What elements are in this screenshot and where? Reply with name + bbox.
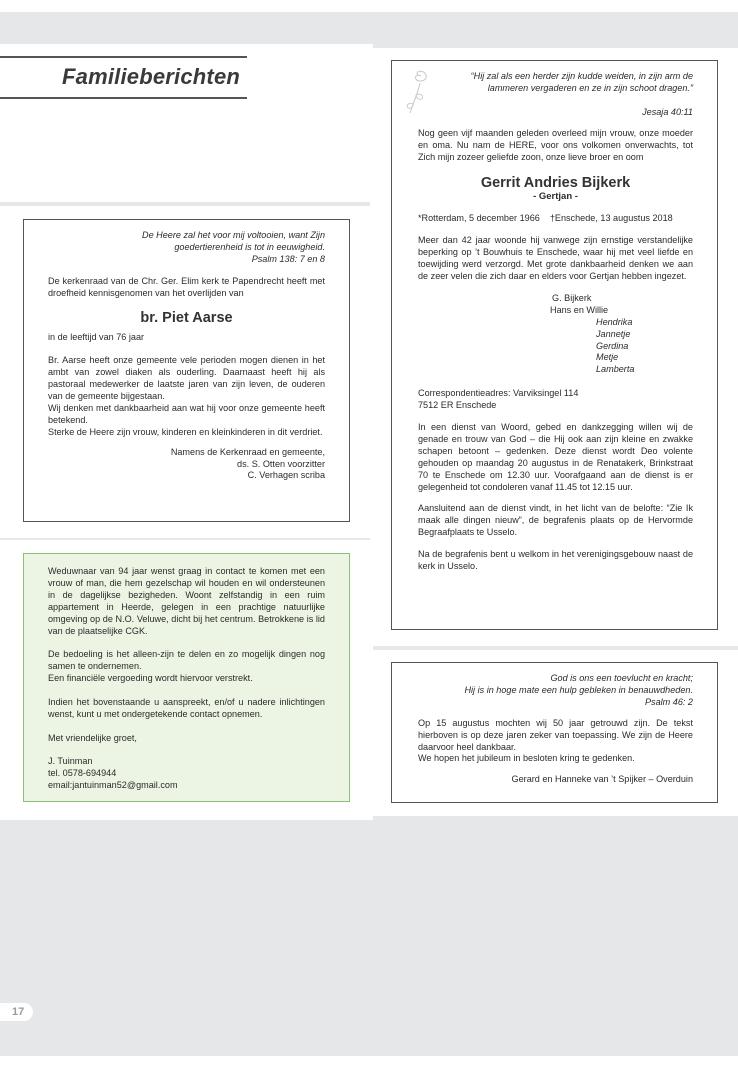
aarse-quote [48, 230, 325, 266]
rose-icon [404, 67, 434, 117]
bijkerk-service: In een dienst van Woord, gebed en dankzegging willen wij de genade en trouw van God – die Hij ook aan zijn kleine en zwakke schapen betoont – gedenken. Deze dienst wordt Deo volente gehouden op maandag 20 augustus in de Renatakerk, Brinkstraat 70 te Enschede om 12.30 uur. Voorafgaand aan de dienst is er gelegenheid tot condoleren vanaf 11.45 tot 12.15 uur. [418, 422, 693, 492]
bijkerk-family-member: Gerdina [596, 340, 629, 351]
bijkerk-after: Na de begrafenis bent u welkom in het verenigingsgebouw naast de kerk in Usselo. [418, 549, 693, 572]
anniversary-body: Op 15 augustus mochten wij 50 jaar getrouwd zijn. De tekst hierboven is op deze jaren zeker van toepassing. We zijn de Heere daarvoor heel dankbaar. [418, 717, 693, 752]
bijkerk-body: Meer dan 42 jaar woonde hij vanwege zijn ernstige verstandelijke beperking op ’t Bouwhuis te Enschede, waar hij met veel liefde en toewijding werd verzorgd. Met grote dankbaarheid denken we aan de zeer velen die zich daar en elders voor Gertjan hebben ingezet. [418, 235, 693, 281]
bijkerk-family-member: Hendrika [596, 316, 633, 327]
bijkerk-intro: Nog geen vijf maanden geleden overleed mijn vrouw, onze moeder en oma. Nu nam de HERE, voor ons volkomen onverwachts, tot Zich mijn zozeer geliefde zoon, onze lieve broer en oom [418, 127, 693, 162]
obituary-aarse [23, 219, 350, 522]
advert-contact-name: J. Tuinman [48, 756, 93, 767]
aarse-quote-line: De Heere zal het voor mij voltooien, want Zijn [142, 230, 325, 240]
anniversary-quote-reference: Psalm 46: 2 [644, 696, 693, 707]
aarse-signature-line: Namens de Kerkenraad en gemeente, [170, 446, 325, 457]
page-number: 17 [0, 1003, 33, 1021]
bijkerk-family-member: Hans en Willie [550, 304, 609, 315]
advert-greeting: Met vriendelijke groet, [48, 732, 137, 743]
aarse-quote-reference: Psalm 138: 7 en 8 [251, 253, 325, 264]
bijkerk-quote-line: lammeren vergaderen en ze in zijn schoot dragen.” [487, 82, 693, 93]
aarse-name: br. Piet Aarse [140, 309, 233, 326]
advert-paragraph: Weduwnaar van 94 jaar wenst graag in contact te komen met een vrouw of man, die hem gezelschap wil houden en wil ondersteunen in de dagelijkse bezigheden. Woont zelfstandig in een ruim appartement in Heerde, gelegen in een prachtige natuurlijke omgeving op de N.O. Veluwe, dicht bij het centrum. Betrokkene is lid van de plaatselijke CGK. [48, 566, 325, 636]
bijkerk-dates [418, 213, 693, 225]
bijkerk-family-member: Jannetje [596, 328, 631, 339]
bijkerk-address-line: 7512 ER Enschede [418, 400, 497, 411]
bijkerk-quote-reference: Jesaja 40:11 [642, 106, 693, 117]
advert-box [23, 553, 350, 802]
header-rule-top [0, 56, 247, 58]
bijkerk-born: *Rotterdam, 5 december 1966 [418, 213, 540, 224]
bijkerk-died: †Enschede, 13 augustus 2018 [549, 213, 673, 224]
page-title: Familieberichten [62, 64, 241, 89]
bijkerk-family-member: Lamberta [596, 364, 635, 375]
aarse-body-paragraph: Br. Aarse heeft onze gemeente vele perioden mogen dienen in het ambt van zowel diaken als ouderling. Daarnaast heeft hij als pastoraal medewerker de laatste jaren van zijn leven, de ouderen van de gemeente bijgestaan. [48, 355, 325, 402]
page-top-band [0, 12, 738, 44]
aarse-age: in de leeftijd van 76 jaar [48, 331, 145, 342]
bijkerk-family [418, 293, 693, 376]
aarse-intro: De kerkenraad van de Chr. Ger. Elim kerk te Papendrecht heeft met droefheid kennisgenomen van het overlijden van [48, 275, 325, 298]
anniversary-signature: Gerard en Hanneke van ’t Spijker – Overduin [511, 774, 693, 785]
aarse-signature [48, 447, 325, 483]
anniversary-quote-line: Hij is in hoge mate een hulp gebleken in benauwdheden. [464, 684, 693, 695]
aarse-body-paragraph: Sterke de Heere zijn vrouw, kinderen en kleinkinderen in dit verdriet. [48, 426, 323, 437]
bijkerk-address-line: Correspondentieadres: Varviksingel 114 [418, 388, 579, 399]
anniversary-body: We hopen het jubileum in besloten kring te gedenken. [418, 753, 635, 764]
aarse-signature-line: ds. S. Otten voorzitter [237, 458, 325, 469]
advert-paragraph: Indien het bovenstaande u aanspreekt, en/of u nadere inlichtingen wenst, kunt u met ondergetekende contact opnemen. [48, 696, 325, 719]
page-bottom-band [0, 820, 738, 1056]
aarse-quote-line: goedertierenheid is tot in eeuwigheid. [174, 241, 325, 252]
anniversary-quote-line: God is ons een toevlucht en kracht; [550, 673, 693, 683]
advert-paragraph: Een financiële vergoeding wordt hiervoor verstrekt. [48, 673, 253, 684]
aarse-body-paragraph: Wij denken met dankbaarheid aan wat hij voor onze gemeente heeft betekend. [48, 402, 325, 425]
anniversary-box [391, 662, 718, 803]
bijkerk-name: Gerrit Andries Bijkerk [480, 175, 631, 192]
bijkerk-quote [418, 71, 693, 119]
advert-contact-email[interactable]: email:jantuinman52@gmail.com [48, 780, 178, 791]
bijkerk-nickname: - Gertjan - [533, 191, 578, 203]
bijkerk-family-member: Metje [596, 352, 619, 363]
bijkerk-burial: Aansluitend aan de dienst vindt, in het licht van de belofte: “Zie Ik maak alle dingen nieuw”, de begrafenis plaats op de Hervormde Begraafplaats te Usselo. [418, 503, 693, 538]
anniversary-quote [418, 673, 693, 709]
advert-contact-phone: tel. 0578-694944 [48, 768, 117, 779]
advert-paragraph: De bedoeling is het alleen-zijn te delen en zo mogelijk dingen nog samen te ondernemen. [48, 649, 325, 672]
bijkerk-family-member: G. Bijkerk [552, 292, 592, 303]
header-rule-bottom [0, 97, 247, 99]
obituary-bijkerk [391, 60, 718, 630]
aarse-signature-line: C. Verhagen scriba [247, 470, 325, 481]
bijkerk-quote-line: “Hij zal als een herder zijn kudde weiden, in zijn arm de [470, 71, 693, 81]
